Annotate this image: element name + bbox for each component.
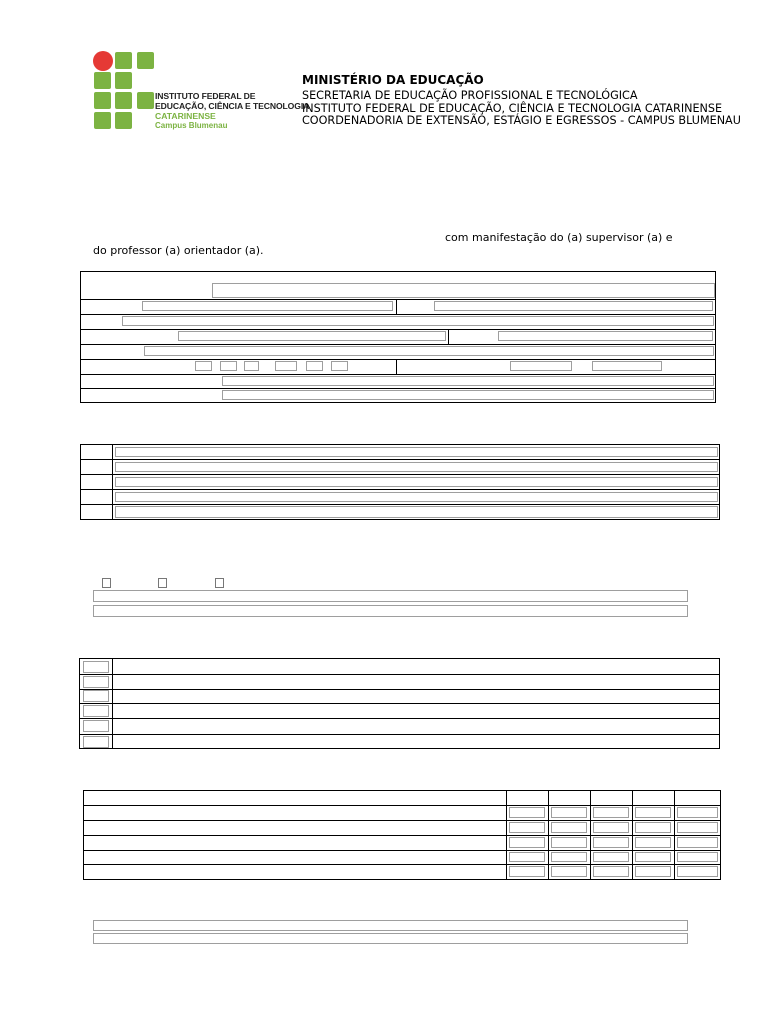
intro-line-1: com manifestação do (a) supervisor (a) e (445, 231, 673, 244)
form-field[interactable] (592, 361, 662, 371)
rating-cell[interactable] (677, 866, 718, 877)
rating-cell[interactable] (509, 866, 545, 877)
rating-cell[interactable] (635, 866, 671, 877)
rating-cell[interactable] (635, 837, 671, 848)
logo-square (115, 52, 132, 69)
form-field[interactable] (93, 933, 688, 944)
digit-field[interactable] (306, 361, 323, 371)
rating-cell[interactable] (677, 852, 718, 862)
option-checkbox[interactable] (215, 578, 224, 588)
evaluation-options-table (79, 658, 720, 749)
logo-square (115, 72, 132, 89)
form-field[interactable] (93, 605, 688, 617)
option-box[interactable] (83, 676, 109, 688)
option-box[interactable] (83, 705, 109, 717)
logo-square (115, 92, 132, 109)
form-field[interactable] (115, 462, 718, 472)
rating-cell[interactable] (551, 822, 587, 833)
form-field[interactable] (93, 590, 688, 602)
rating-cell[interactable] (635, 807, 671, 818)
rating-cell[interactable] (509, 837, 545, 848)
option-box[interactable] (83, 736, 109, 748)
form-field[interactable] (115, 477, 718, 487)
form-field[interactable] (115, 506, 718, 518)
form-field[interactable] (222, 390, 714, 400)
option-box[interactable] (83, 661, 109, 673)
logo-square (94, 72, 111, 89)
logo-square (137, 92, 154, 109)
rating-cell[interactable] (593, 837, 629, 848)
rating-cell[interactable] (593, 807, 629, 818)
rating-cell[interactable] (677, 822, 718, 833)
logo-square (94, 112, 111, 129)
rating-grid-table (83, 790, 721, 880)
option-box[interactable] (83, 690, 109, 702)
rating-cell[interactable] (593, 852, 629, 862)
option-checkbox[interactable] (102, 578, 111, 588)
digit-field[interactable] (331, 361, 348, 371)
logo-institution-name (155, 91, 309, 111)
form-field[interactable] (178, 331, 446, 341)
digit-field[interactable] (275, 361, 297, 371)
identification-table (80, 271, 716, 403)
secretariat-title: SECRETARIA DE EDUCAÇÃO PROFISSIONAL E TECNOLÓGICA (302, 89, 638, 102)
logo-line-2: EDUCAÇÃO, CIÊNCIA E TECNOLOGIA (155, 101, 310, 111)
logo-square (115, 112, 132, 129)
rating-cell[interactable] (635, 822, 671, 833)
rating-cell[interactable] (551, 807, 587, 818)
institute-title: INSTITUTO FEDERAL DE EDUCAÇÃO, CIÊNCIA E TECNOLOGIA CATARINENSE (302, 101, 723, 115)
rating-cell[interactable] (677, 807, 718, 818)
rating-cell[interactable] (509, 807, 545, 818)
logo-campus-line-2: Campus Blumenau (155, 121, 228, 130)
digit-field[interactable] (244, 361, 259, 371)
logo-square (137, 52, 154, 69)
ministry-title: MINISTÉRIO DA EDUCAÇÃO (302, 73, 484, 87)
rating-cell[interactable] (551, 866, 587, 877)
form-field[interactable] (498, 331, 713, 341)
option-checkbox[interactable] (158, 578, 167, 588)
rating-cell[interactable] (509, 852, 545, 862)
digit-field[interactable] (195, 361, 212, 371)
form-field[interactable] (510, 361, 572, 371)
logo-campus-line-1: CATARINENSE (155, 111, 216, 121)
form-field[interactable] (142, 301, 393, 311)
rating-cell[interactable] (551, 837, 587, 848)
column-divider (448, 329, 449, 344)
form-field[interactable] (115, 447, 718, 457)
coordination-title: COORDENADORIA DE EXTENSÃO, ESTÁGIO E EGRESSOS - CAMPUS BLUMENAU (302, 114, 741, 127)
logo-campus (155, 111, 227, 131)
activities-table (80, 444, 720, 520)
form-field[interactable] (115, 492, 718, 502)
rating-cell[interactable] (551, 852, 587, 862)
rating-cell[interactable] (677, 837, 718, 848)
rating-cell[interactable] (509, 822, 545, 833)
logo-line-1: INSTITUTO FEDERAL DE (155, 91, 256, 101)
logo-red-circle (93, 51, 113, 71)
form-field[interactable] (122, 316, 714, 326)
digit-field[interactable] (220, 361, 237, 371)
column-divider (396, 359, 397, 374)
option-box[interactable] (83, 720, 109, 732)
rating-cell[interactable] (593, 866, 629, 877)
form-field[interactable] (144, 346, 714, 356)
form-field[interactable] (222, 376, 714, 386)
form-field[interactable] (434, 301, 713, 311)
column-divider (396, 299, 397, 314)
rating-cell[interactable] (593, 822, 629, 833)
form-field[interactable] (212, 283, 715, 298)
intro-line-2: do professor (a) orientador (a). (93, 244, 264, 257)
form-field[interactable] (93, 920, 688, 931)
logo-square (94, 92, 111, 109)
rating-cell[interactable] (635, 852, 671, 862)
